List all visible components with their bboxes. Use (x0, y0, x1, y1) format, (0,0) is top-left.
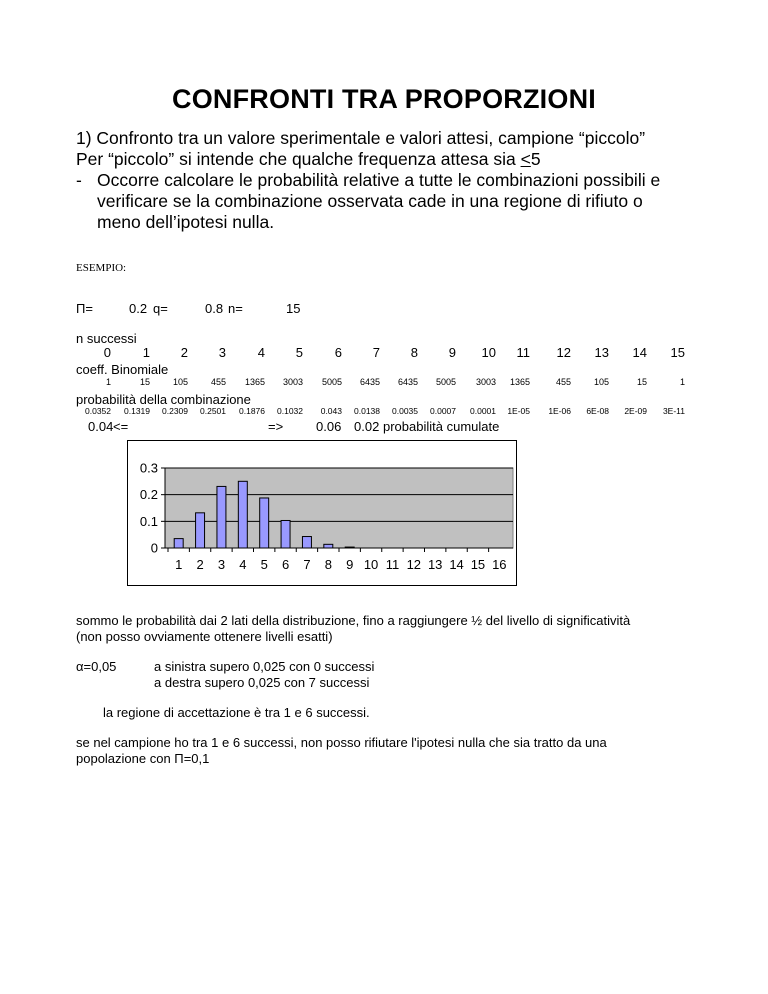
cum-left-sign: <= (113, 419, 129, 434)
binom-cell-0: 1 (105, 377, 111, 387)
y-tick-label-3: 0.3 (139, 460, 158, 476)
cum-right-1: 0.06 (316, 419, 342, 434)
binom-cell-13: 105 (593, 377, 609, 387)
prob-cell-1: 0.1319 (124, 406, 150, 416)
successes-cell-11: 11 (516, 345, 530, 360)
y-tick-label-0: 0 (150, 540, 158, 556)
bullet-dash: - (76, 170, 82, 190)
successes-cell-7: 7 (372, 345, 380, 360)
x-tick-label-10: 10 (363, 557, 379, 572)
q-value: 0.8 (205, 301, 224, 316)
successes-cell-13: 13 (594, 345, 609, 360)
binom-cell-1: 15 (139, 377, 150, 387)
cum-left: 0.04 (88, 419, 114, 434)
bullet-line-1: Occorre calcolare le probabilità relative a tutte le combinazioni possibili e (97, 170, 661, 190)
pi-value: 0.2 (129, 301, 148, 316)
successes-cell-10: 10 (481, 345, 496, 360)
binom-cell-7: 6435 (359, 377, 380, 387)
prob-cell-10: 0.0001 (470, 406, 496, 416)
prob-cell-9: 0.0007 (430, 406, 456, 416)
x-tick-label-3: 3 (217, 557, 226, 572)
bar-8 (324, 544, 333, 548)
conclusion-line-1: se nel campione ho tra 1 e 6 successi, non posso rifiutare l'ipotesi nulla che sia tratto da una (76, 735, 607, 750)
prob-cell-5: 0.1032 (277, 406, 303, 416)
pi-label: Π= (76, 301, 93, 316)
successes-cell-0: 0 (103, 345, 111, 360)
bullet-line-3: meno dell’ipotesi nulla. (97, 212, 275, 232)
bar-3 (217, 486, 226, 548)
successes-cell-15: 15 (670, 345, 685, 360)
prob-cell-7: 0.0138 (354, 406, 380, 416)
prob-cell-8: 0.0035 (392, 406, 418, 416)
x-tick-label-6: 6 (281, 557, 290, 572)
y-tick-label-2: 0.2 (139, 487, 158, 503)
intro-line-2-text: Per “piccolo” si intende che qualche frequenza attesa sia (76, 149, 521, 169)
note-line-2: (non posso ovviamente ottenere livelli esatti) (76, 629, 333, 644)
alpha-label: α=0,05 (76, 659, 117, 674)
bar-1 (174, 539, 183, 548)
x-tick-label-2: 2 (196, 557, 204, 572)
prob-cell-3: 0.2501 (200, 406, 226, 416)
x-tick-label-11: 11 (385, 557, 400, 572)
successes-cell-1: 1 (142, 345, 150, 360)
binom-cell-15: 1 (679, 377, 685, 387)
binom-cell-5: 3003 (282, 377, 303, 387)
prob-cell-6: 0.043 (320, 406, 342, 416)
intro-line-2-value: 5 (530, 149, 541, 169)
bar-5 (260, 498, 269, 548)
x-tick-label-4: 4 (239, 557, 247, 572)
successes-cell-14: 14 (632, 345, 647, 360)
prob-cell-12: 1E-06 (548, 406, 571, 416)
cum-arrow: => (268, 419, 284, 434)
bar-6 (281, 520, 290, 548)
prob-cell-11: 1E-05 (507, 406, 530, 416)
successes-cell-3: 3 (218, 345, 226, 360)
binom-label: coeff. Binomiale (76, 362, 169, 377)
example-label: ESEMPIO: (76, 262, 127, 274)
note-line-1: sommo le probabilità dai 2 lati della distribuzione, fino a raggiungere ½ del livello di significatività (76, 613, 631, 628)
x-tick-label-12: 12 (406, 557, 422, 572)
prob-cell-4: 0.1876 (239, 406, 265, 416)
binom-cell-11: 1365 (509, 377, 530, 387)
x-tick-label-9: 9 (346, 557, 354, 572)
x-tick-label-5: 5 (260, 557, 268, 572)
x-tick-label-13: 13 (427, 557, 443, 572)
x-tick-label-1: 1 (175, 557, 183, 572)
acceptance-region: la regione di accettazione è tra 1 e 6 successi. (103, 705, 370, 720)
bullet-line-2: verificare se la combinazione osservata cade in una regione di rifiuto o (97, 191, 643, 211)
binom-cell-9: 5005 (435, 377, 456, 387)
page-title: CONFRONTI TRA PROPORZIONI (172, 84, 596, 114)
cum-right-2: 0.02 (354, 419, 380, 434)
prob-cell-2: 0.2309 (162, 406, 188, 416)
successes-cell-9: 9 (448, 345, 456, 360)
intro-line-1: 1) Confronto tra un valore sperimentale e valori attesi, campione “piccolo” (76, 128, 646, 148)
successes-cell-6: 6 (334, 345, 342, 360)
prob-cell-15: 3E-11 (662, 406, 685, 416)
x-tick-label-8: 8 (324, 557, 332, 572)
alpha-right: a destra supero 0,025 con 7 successi (154, 675, 370, 690)
y-tick-label-1: 0.1 (139, 513, 158, 529)
conclusion-line-2: popolazione con Π=0,1 (76, 751, 210, 766)
prob-cell-14: 2E-09 (624, 406, 647, 416)
x-tick-label-14: 14 (449, 557, 464, 572)
probability-bar-chart (127, 440, 517, 586)
bar-2 (196, 513, 205, 548)
prob-label: probabilità della combinazione (76, 392, 251, 407)
n-value: 15 (286, 301, 301, 316)
successes-cell-4: 4 (257, 345, 265, 360)
x-tick-label-16: 16 (492, 557, 507, 572)
x-tick-label-7: 7 (303, 557, 311, 572)
x-tick-label-15: 15 (470, 557, 486, 572)
n-label: n= (228, 301, 243, 316)
intro-line-2-symbol: < (520, 149, 531, 169)
binom-cell-2: 105 (172, 377, 188, 387)
binom-cell-12: 455 (555, 377, 571, 387)
prob-cell-0: 0.0352 (85, 406, 111, 416)
successes-cell-8: 8 (410, 345, 418, 360)
cum-label: probabilità cumulate (383, 419, 500, 434)
binom-cell-6: 5005 (321, 377, 342, 387)
successes-cell-5: 5 (295, 345, 303, 360)
binom-cell-10: 3003 (475, 377, 496, 387)
bar-4 (238, 481, 247, 548)
intro-line-2 (76, 149, 541, 170)
successes-label: n successi (76, 331, 137, 346)
successes-cell-2: 2 (180, 345, 188, 360)
binom-cell-3: 455 (210, 377, 226, 387)
successes-cell-12: 12 (556, 345, 571, 360)
bar-7 (302, 537, 311, 548)
q-label: q= (153, 301, 168, 316)
binom-cell-4: 1365 (244, 377, 265, 387)
alpha-left: a sinistra supero 0,025 con 0 successi (154, 659, 375, 674)
binom-cell-8: 6435 (397, 377, 418, 387)
binom-cell-14: 15 (636, 377, 647, 387)
prob-cell-13: 6E-08 (586, 406, 609, 416)
